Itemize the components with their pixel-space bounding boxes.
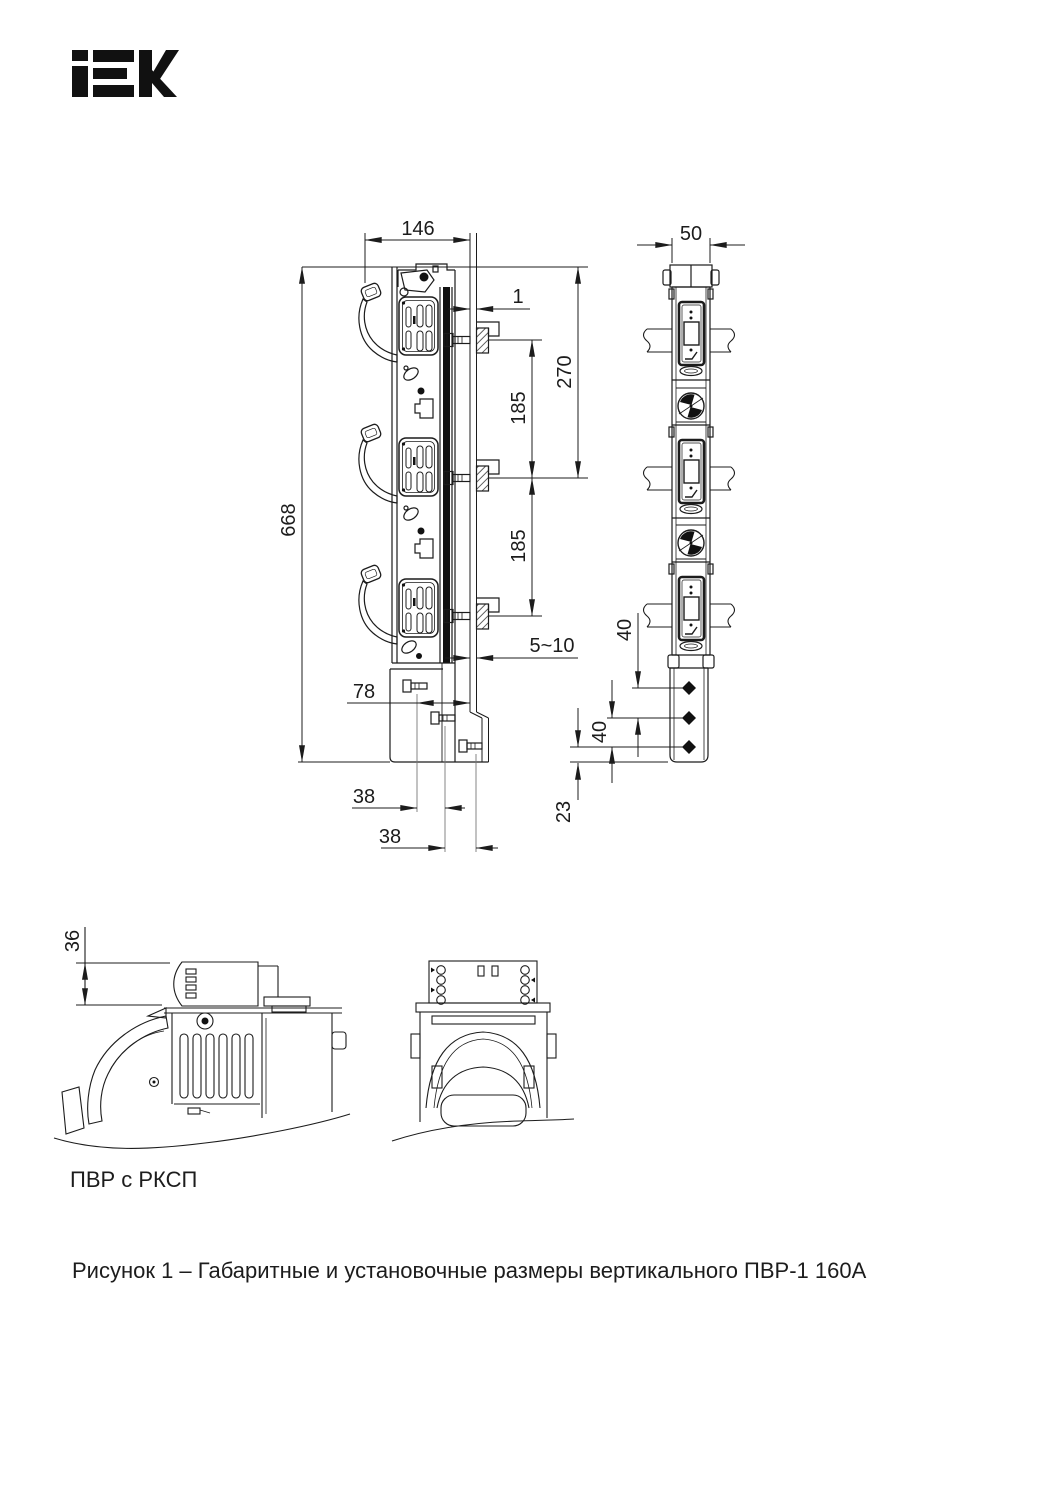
dim-36: 36	[62, 929, 84, 953]
dim-1: 1	[512, 286, 524, 308]
dim-78: 78	[352, 681, 376, 703]
operating-knob	[676, 388, 706, 422]
side-fender	[88, 1016, 168, 1124]
break-line	[54, 1114, 350, 1148]
dim-185-2: 185	[508, 529, 530, 563]
left-view	[302, 233, 588, 852]
dim-38-2: 38	[378, 826, 402, 848]
mounting-hole	[682, 681, 696, 695]
dim-40-1: 40	[614, 618, 636, 642]
mounting-hole	[682, 740, 696, 754]
right-view	[644, 265, 735, 762]
dim-50: 50	[679, 223, 703, 245]
fuse-handle-hook	[359, 282, 397, 362]
operating-knob	[676, 525, 706, 559]
variant-label: ПВР с РКСП	[70, 1167, 198, 1192]
pole-module-left	[359, 282, 438, 362]
pole-module-left	[359, 564, 438, 644]
dim-38-1: 38	[352, 786, 376, 808]
detail-front-view	[392, 961, 574, 1141]
dim-40-2: 40	[589, 720, 611, 744]
mounting-hole	[682, 711, 696, 725]
mounting-bracket	[668, 655, 714, 762]
iek-logo	[72, 50, 179, 97]
mounting-panel	[470, 233, 489, 762]
dim-185-1: 185	[508, 391, 530, 425]
dim-23: 23	[553, 800, 575, 824]
pole-module-left	[359, 423, 438, 503]
dim-146: 146	[401, 218, 435, 240]
bottom-terminal-box	[390, 663, 489, 852]
dim-668: 668	[278, 503, 300, 537]
interpole-details	[400, 365, 433, 659]
busbar	[644, 329, 735, 352]
busbar	[644, 467, 735, 490]
detail-side-view	[54, 927, 350, 1148]
figure-caption: Рисунок 1 – Габаритные и установочные размеры вертикального ПВР-1 160А	[72, 1258, 867, 1283]
busbar	[644, 604, 735, 627]
dimension-labels	[62, 218, 702, 952]
break-line	[392, 1119, 574, 1141]
dim-5-10: 5~10	[529, 635, 575, 657]
dim-270: 270	[554, 355, 576, 389]
